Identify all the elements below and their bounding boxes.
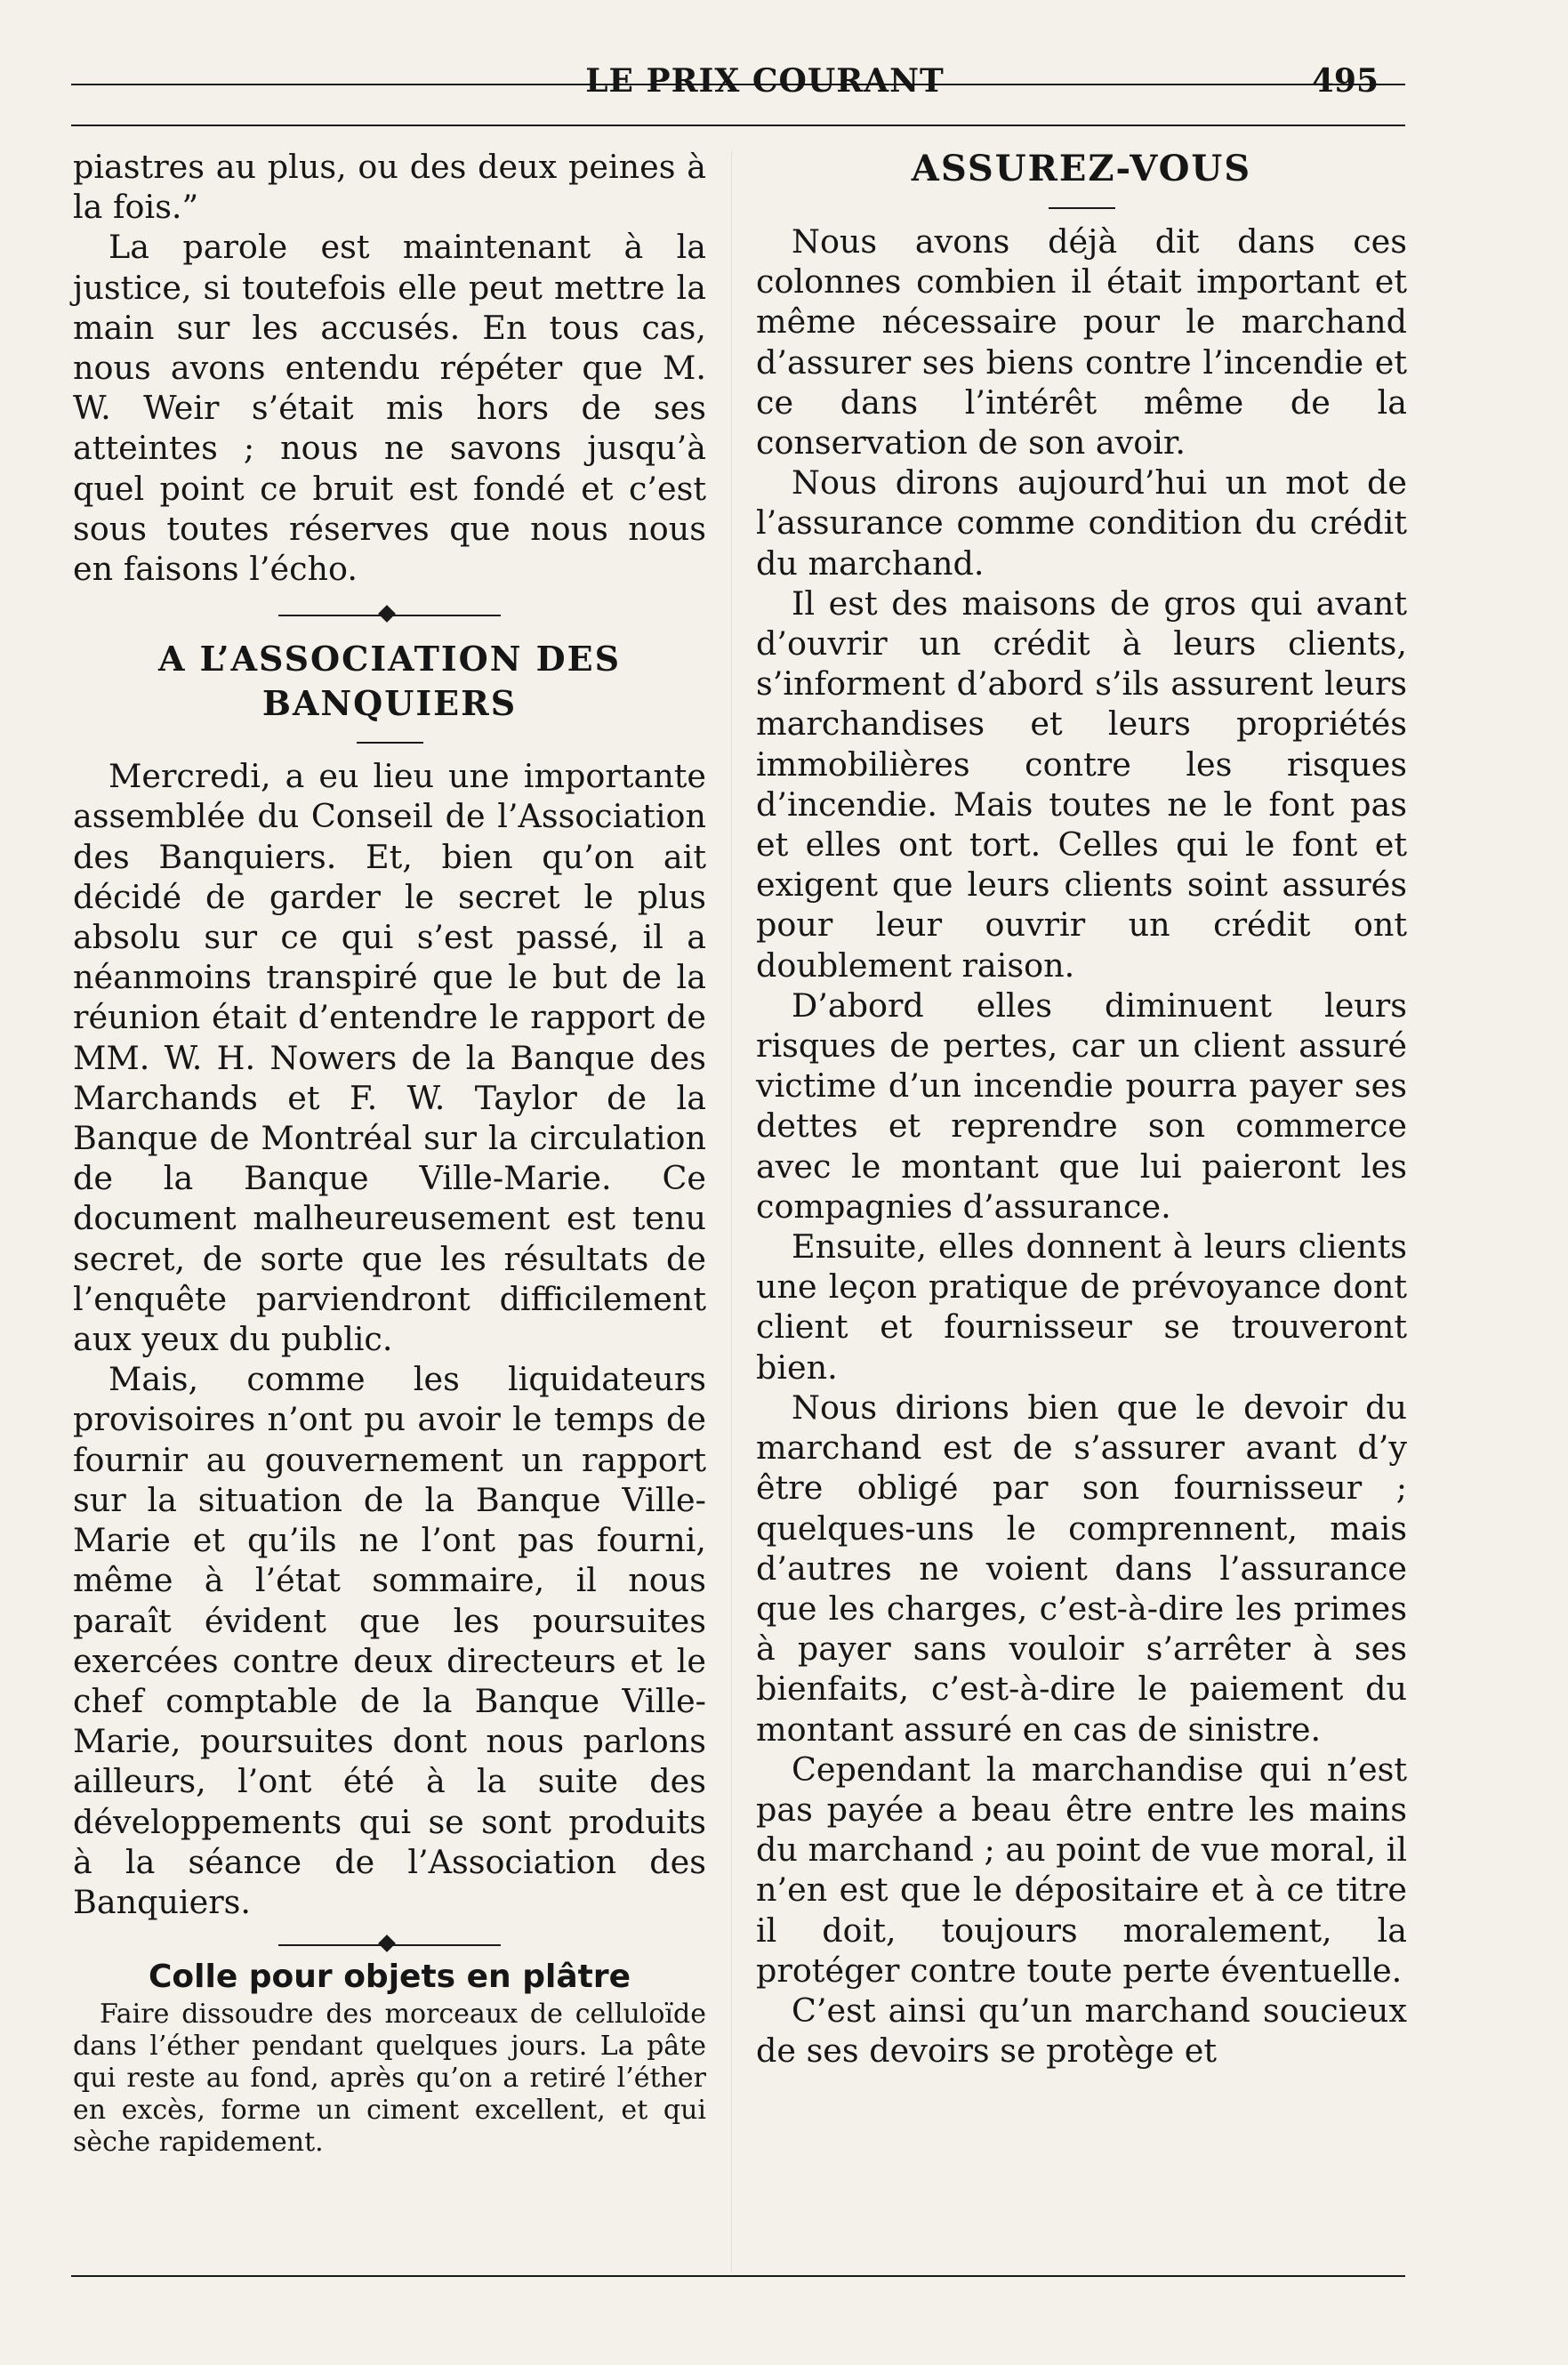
page-number: 495 [1311, 62, 1379, 100]
article-paragraph: Nous dirons aujourd’hui un mot de l’assurance comme condition du crédit du marchand. [756, 463, 1407, 583]
article-title-banquiers [73, 637, 706, 726]
notice-title: Colle pour objets en plâtre [149, 1959, 631, 1996]
article-paragraph: Il est des maisons de gros qui avant d’ouvrir un crédit à leurs clients, s’informent d’abord s’ils assurent leurs marchandises et leurs propriétés immobilières contre les risques d’incendie. Mais toutes ne le font pas et elles ont tort. Celles qui le font et exigent que leurs clients soint assurés pour leur ouvrir un crédit ont doublement raison. [756, 583, 1407, 985]
column-separator [731, 151, 732, 2272]
intro-paragraph-continued: piastres au plus, ou des deux peines à la fois.” [73, 148, 706, 227]
article-paragraph: Ensuite, elles donnent à leurs clients une leçon pratique de prévoyance dont client et fournisseur se trouveront bien. [756, 1227, 1407, 1387]
title-underline-rule [357, 742, 423, 744]
left-column [73, 147, 706, 2159]
article-paragraph: D’abord elles diminuent leurs risques de pertes, car un client assuré victime d’un incendie pourra payer ses dettes et reprendre son commerce avec le montant que lui paieront les compagnies d’assurance. [756, 985, 1407, 1226]
article-paragraph: C’est ainsi qu’un marchand soucieux de ses devoirs se protège et [756, 1991, 1407, 2071]
intro-paragraph: La parole est maintenant à la justice, si toutefois elle peut mettre la main sur les accusés. En tous cas, nous avons entendu répéter que M. W. Weir s’était mis hors de ses atteintes ; nous ne savons jusqu’à quel point ce bruit est fondé et c’est sous toutes réserves que nous nous en faisons l’écho. [73, 228, 706, 589]
running-title: LE PRIX COURANT [585, 62, 945, 100]
title-underline-rule [1049, 207, 1115, 209]
header-rule-lower [71, 125, 1405, 126]
article-paragraph: Mais, comme les liquidateurs provisoires n’ont pu avoir le temps de fournir au gouvernement un rapport sur la situation de la Banque Ville-Marie et qu’ils ne l’ont pas fourni, même à l’état sommaire, il nous paraît évident que les poursuites exercées contre deux directeurs et le chef comptable de la Banque Ville-Marie, poursuites dont nous parlons ailleurs, l’ont été à la suite des développements qui se sont produits à la séance de l’Association des Banquiers. [73, 1360, 706, 1921]
article-title-line-1: A L’ASSOCIATION DES [157, 639, 622, 680]
diamond-ornament-icon [378, 605, 396, 623]
article-title-line-2: BANQUIERS [261, 683, 518, 724]
article-paragraph: Nous avons déjà dit dans ces colonnes combien il était important et même nécessaire pour le marchand d’assurer ses biens contre l’incendie et ce dans l’intérêt même de la conservation de son avoir. [756, 222, 1407, 463]
section-ornament-rule [278, 607, 501, 624]
article-title-assurez-vous: ASSUREZ-VOUS [911, 148, 1252, 189]
footer-rule [71, 2275, 1405, 2277]
notice-text: Faire dissoudre des morceaux de celluloïde dans l’éther pendant quelques jours. La pâte qui reste au fond, après qu’on a retiré l’éther en excès, forme un ciment excellent, et qui sèche rapidement. [73, 1999, 706, 2159]
right-column [756, 147, 1407, 2071]
section-ornament-rule [278, 1936, 501, 1954]
article-paragraph: Nous dirions bien que le devoir du marchand est de s’assurer avant d’y être obligé par son fournisseur ; quelques-uns le comprennent, mais d’autres ne voient dans l’assurance que les charges, c’est-à-dire les primes à payer sans vouloir s’arrêter à ses bienfaits, c’est-à-dire le paiement du montant assuré en cas de sinistre. [756, 1388, 1407, 1749]
article-paragraph: Cependant la marchandise qui n’est pas payée a beau être entre les mains du marchand ; au point de vue moral, il n’en est que le dépositaire et à ce titre il doit, toujours moralement, la protéger contre toute perte éventuelle. [756, 1750, 1407, 1990]
diamond-ornament-icon [378, 1935, 396, 1952]
article-paragraph: Mercredi, a eu lieu une importante assemblée du Conseil de l’Association des Banquiers. Et, bien qu’on ait décidé de garder le secret le plus absolu sur ce qui s’est passé, il a néanmoins transpiré que le but de la réunion était d’entendre le rapport de MM. W. H. Nowers de la Banque des Marchands et F. W. Taylor de la Banque de Montréal sur la circulation de la Banque Ville-Marie. Ce document malheureusement est tenu secret, de sorte que les résultats de l’enquête parviendront difficilement aux yeux du public. [73, 757, 706, 1359]
